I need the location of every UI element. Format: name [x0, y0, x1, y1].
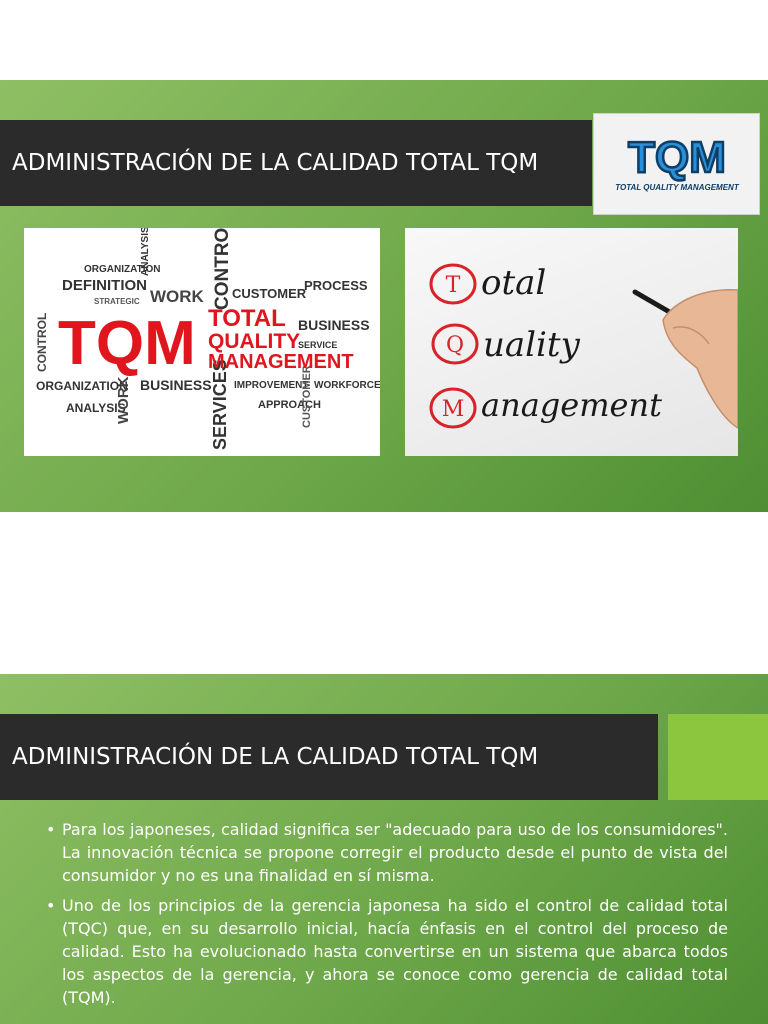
handwritten-word-2: uality [483, 325, 580, 365]
wc-word-7: PROCESS [304, 278, 368, 293]
accent-square [668, 714, 768, 800]
wc-management: MANAGEMENT [208, 351, 354, 373]
bullet-list [44, 818, 728, 1016]
tqm-logo-letters: TQM [627, 133, 726, 182]
wc-word-19: CONTROL [35, 312, 49, 372]
tqm-logo-tagline: TOTAL QUALITY MANAGEMENT [614, 183, 739, 192]
handwritten-line-1 [431, 263, 546, 303]
tqm-logo [593, 113, 760, 215]
wc-word-5: CONTROL [212, 228, 233, 310]
bullet-item [44, 818, 728, 887]
wc-word-9: SERVICE [298, 340, 338, 350]
wc-word-0: ORGANIZATION [84, 264, 161, 275]
wc-word-8: BUSINESS [298, 317, 370, 333]
tqm-word-cloud-image [24, 228, 380, 456]
handwritten-letter-m: M [441, 397, 465, 422]
handwritten-line-2 [433, 325, 581, 365]
wc-tqm: TQM [58, 309, 196, 378]
wc-word-11: BUSINESS [140, 377, 212, 393]
handwritten-letter-q: Q [445, 333, 465, 358]
wc-word-16: SERVICES [210, 359, 230, 450]
wc-word-3: WORK [150, 287, 204, 306]
bullet-dot-icon: • [46, 896, 56, 915]
slide-1-title: ADMINISTRACIÓN DE LA CALIDAD TOTAL TQM [0, 120, 592, 206]
wc-word-13: WORKFORCE [314, 380, 380, 391]
slide-2 [0, 674, 768, 1024]
bullet-text: Uno de los principios de la gerencia japonesa ha sido el control de calidad total (TQC) que, en su desarrollo inicial, hacía énfasis en el control del proceso de calidad. Esto ha evolucionado hasta convertirse en un sistema que abarca todos los aspectos de la gerencia, y ahora se conoce como gerencia de calidad total (TQM). [62, 896, 728, 1007]
slide-1 [0, 80, 768, 512]
wc-word-4: ANALYSIS [140, 228, 151, 276]
handwritten-word-1: otal [481, 263, 547, 303]
handwritten-letter-t: T [445, 273, 461, 298]
wc-word-17: APPROACH [258, 399, 321, 411]
bullet-text: Para los japoneses, calidad significa ser "adecuado para uso de los consumidores". La innovación técnica se propone corregir el producto desde el punto de vista del consumidor y no es una finalidad en sí misma. [62, 820, 728, 885]
wc-word-1: DEFINITION [62, 277, 147, 294]
bullet-dot-icon: • [46, 820, 56, 839]
slide-2-title: ADMINISTRACIÓN DE LA CALIDAD TOTAL TQM [0, 714, 658, 800]
wc-word-10: ORGANIZATION [36, 379, 128, 393]
wc-word-12: IMPROVEMENT [234, 380, 309, 391]
wc-word-6: CUSTOMER [232, 286, 307, 301]
wc-quality: QUALITY [208, 330, 301, 353]
handwritten-tqm-image [405, 228, 738, 456]
handwritten-line-3 [431, 386, 662, 427]
wc-word-15: WORK [115, 376, 132, 424]
wc-word-2: STRATEGIC [94, 297, 140, 306]
handwritten-word-3: anagement [481, 386, 662, 424]
wc-word-18: CUSTOMER [301, 365, 313, 428]
bullet-item [44, 894, 728, 1009]
wc-total: TOTAL [208, 305, 286, 332]
wc-word-14: ANALYSIS [66, 401, 126, 415]
